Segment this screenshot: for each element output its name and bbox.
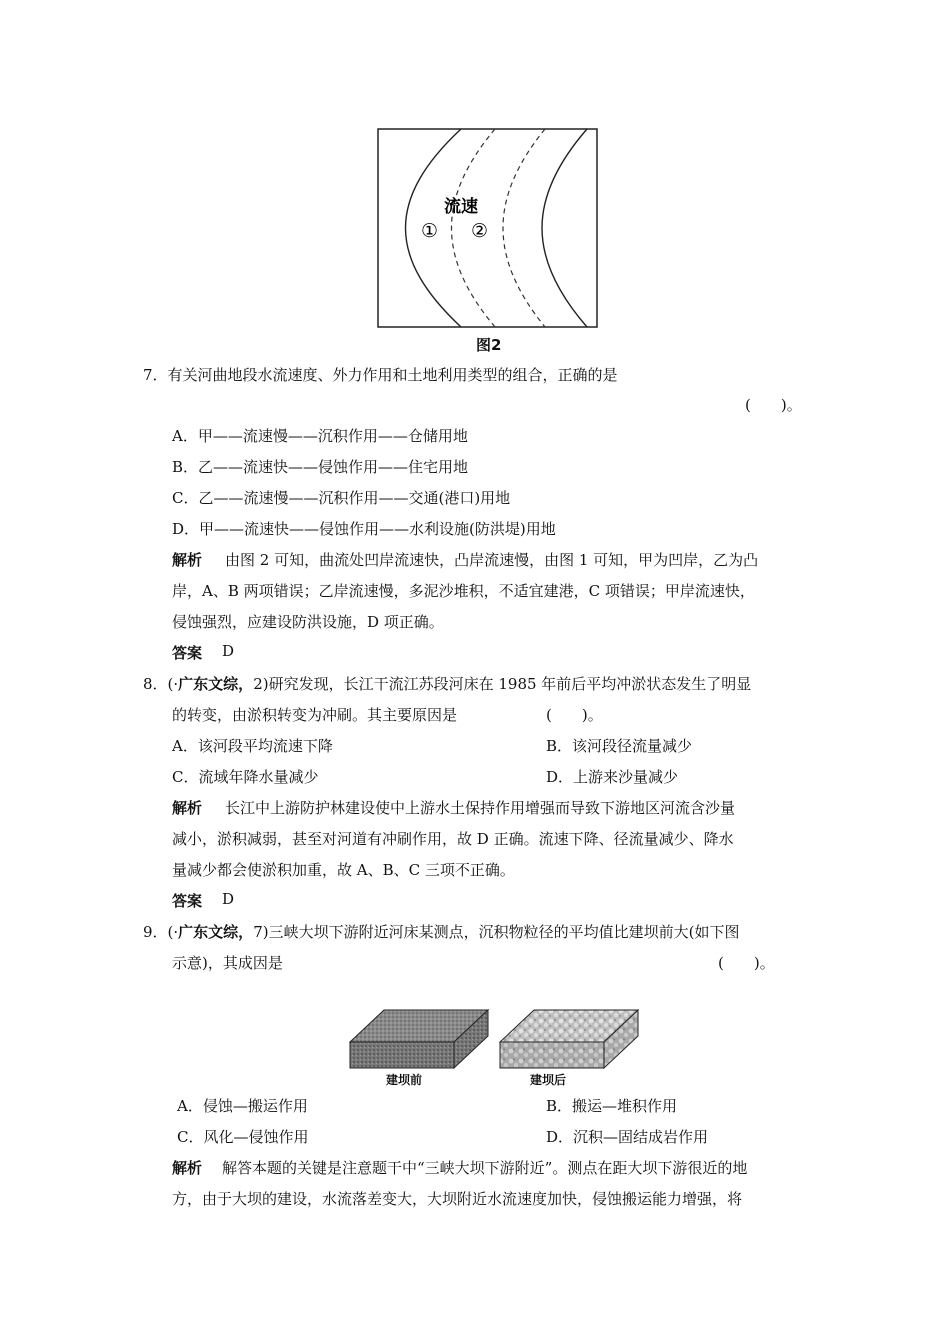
q9-stem-line-1 [143,921,739,942]
q7-analysis-line-3: 侵蚀强烈，应建设防洪设施，D 项正确。 [172,613,444,631]
q8-stem-line-1 [143,673,751,694]
block-before-label: 建坝前 [386,1073,423,1087]
q8-analysis-line-1: 长江中上游防护林建设使中上游水土保持作用增强而导致下游地区河流含沙量 [225,799,736,817]
marker-1: ① [421,220,439,242]
block-after-label: 建坝后 [530,1073,567,1087]
q9-bracket: ( )。 [718,954,775,972]
q7-analysis-line-2: 岸，A、B 两项错误；乙岸流速慢，多泥沙堆积，不适宜建港，C 项错误；甲岸流速快， [172,582,755,600]
q9-analysis-label: 解析 [172,1159,203,1177]
q7-option-b: B．乙——流速快——侵蚀作用——住宅用地 [172,458,469,476]
q8-stem-line-2: 的转变，由淤积转变为冲刷。其主要原因是 [172,706,458,724]
q7-analysis-line-1: 由图 2 可知，曲流处凹岸流速快，凸岸流速慢，由图 1 可知，甲为凹岸，乙为凸 [225,551,759,569]
q7-option-c: C．乙——流速慢——沉积作用——交通(港口)用地 [172,489,511,507]
marker-2: ② [471,220,489,242]
q8-answer-label: 答案 [172,892,203,910]
q9-stem-line-2: 示意)，其成因是 [172,954,283,972]
q8-bracket: ( )。 [546,706,603,724]
q9-option-c: C．风化—侵蚀作用 [177,1128,309,1146]
q8-analysis-line-2: 减小，淤积减弱，甚至对河道有冲刷作用，故 D 正确。流速下降、径流量减少、降水 [172,830,734,848]
figure-caption: 图2 [476,336,502,354]
q9-stem-rest: 7)三峡大坝下游附近河床某测点，沉积物粒径的平均值比建坝前大(如下图 [253,923,740,941]
q8-number: 8．(· [143,675,179,693]
block-before [350,1010,488,1068]
q8-analysis-label: 解析 [172,799,203,817]
speed-label: 流速 [444,197,478,217]
q8-source: 广东文综， [178,675,254,693]
q7-answer: D [222,642,235,660]
q9-option-d: D．沉积—固结成岩作用 [546,1128,709,1146]
q9-option-a: A．侵蚀—搬运作用 [177,1097,308,1115]
q7-option-d: D．甲——流速快——侵蚀作用——水利设施(防洪堤)用地 [172,520,556,538]
q9-source: 广东文综， [178,923,254,941]
q8-answer: D [222,890,235,908]
river-meander-figure [377,128,599,330]
q9-analysis-line-2: 方，由于大坝的建设，水流落差变大，大坝附近水流速度加快，侵蚀搬运能力增强，将 [172,1190,743,1208]
q7-answer-label: 答案 [172,644,203,662]
q9-analysis-line-1: 解答本题的关键是注意题干中“三峡大坝下游附近”。测点在距大坝下游很近的地 [222,1159,748,1177]
q7-stem: 7．有关河曲地段水流速度、外力作用和土地利用类型的组合，正确的是 [143,366,618,384]
q7-analysis-label: 解析 [172,551,203,569]
q8-option-a: A．该河段平均流速下降 [172,737,333,755]
q8-analysis-line-3: 量减少都会使淤积加重，故 A、B、C 三项不正确。 [172,861,515,879]
q8-option-b: B．该河段径流量减少 [546,737,693,755]
q7-bracket: ( )。 [745,396,802,414]
q9-option-b: B．搬运—堆积作用 [546,1097,678,1115]
q9-number: 9．(· [143,923,179,941]
block-after [500,1010,638,1068]
q8-stem-rest: 2)研究发现，长江干流江苏段河床在 1985 年前后平均冲淤状态发生了明显 [253,675,752,693]
q8-option-c: C．流域年降水量减少 [172,768,319,786]
q8-option-d: D．上游来沙量减少 [546,768,679,786]
q7-option-a: A．甲——流速慢——沉积作用——仓储用地 [172,427,468,445]
